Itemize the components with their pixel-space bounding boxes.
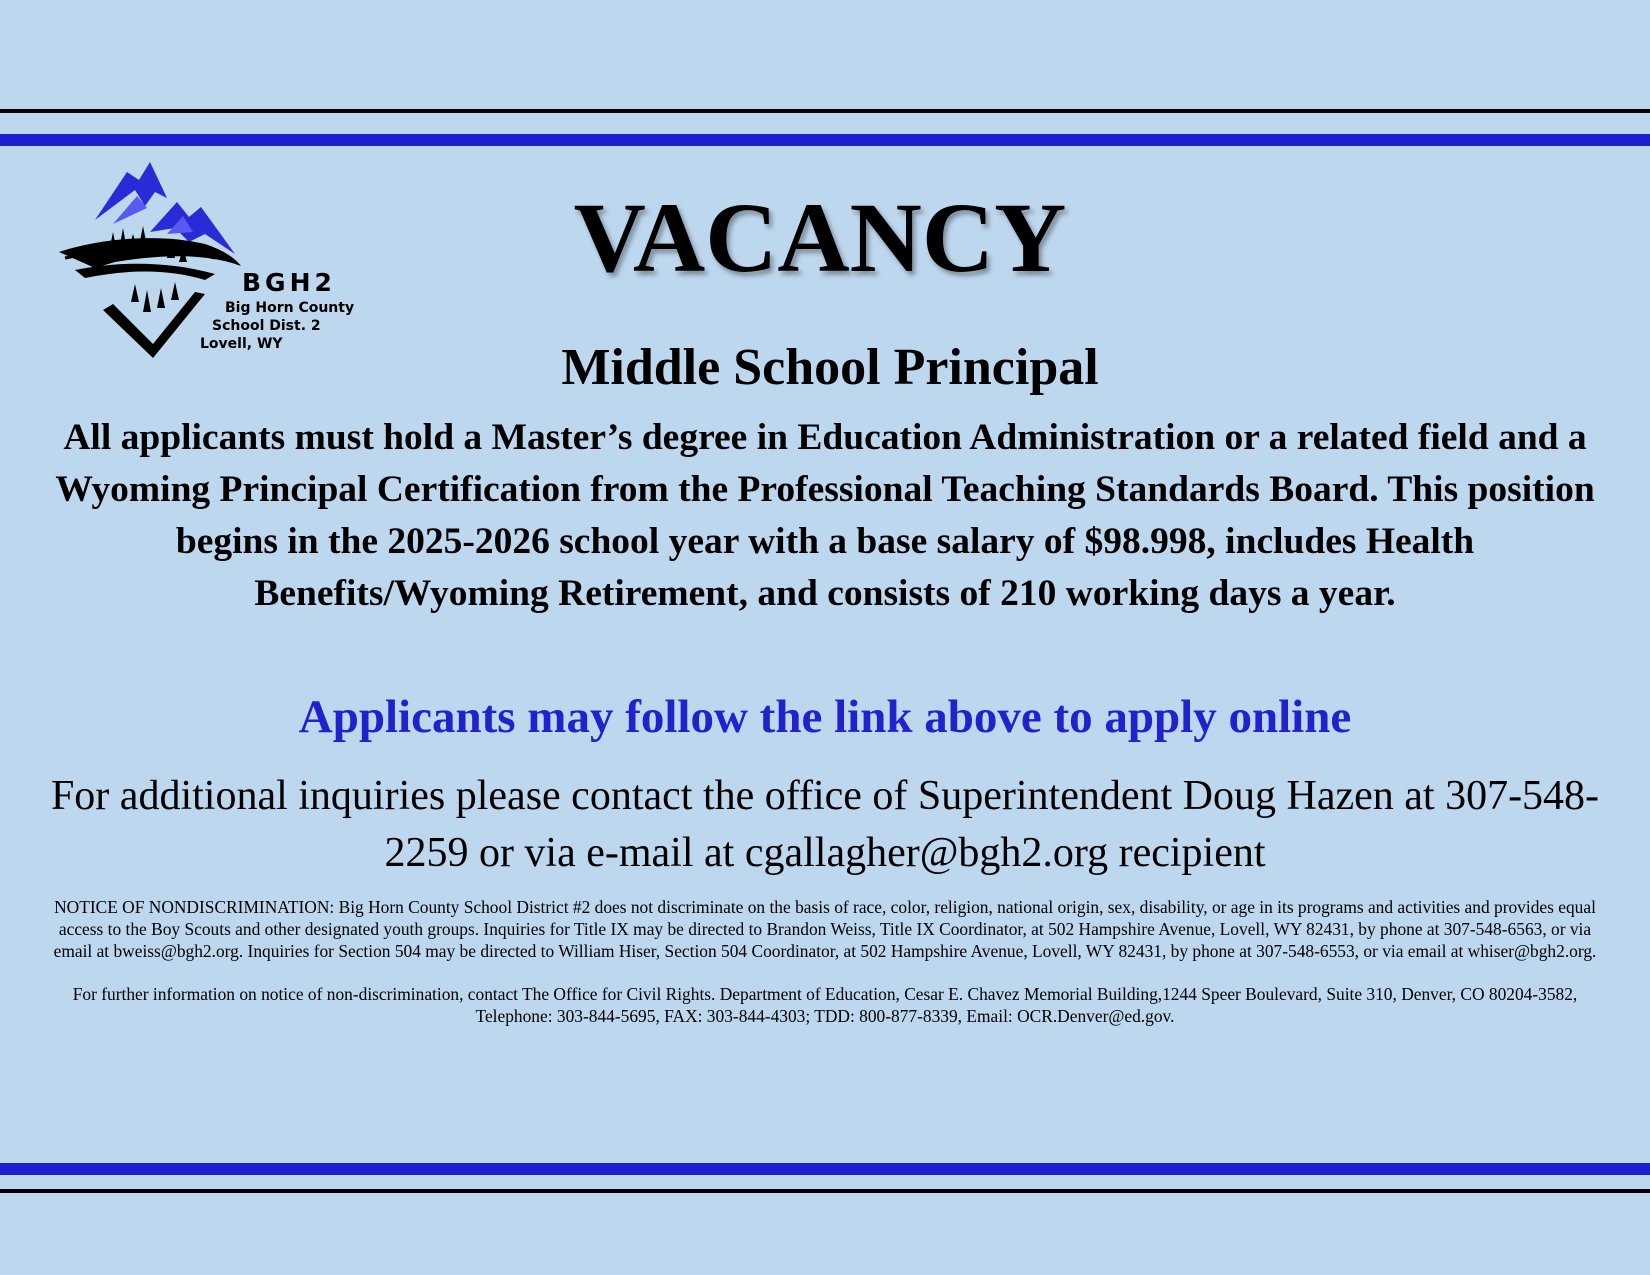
bottom-blue-rule [0, 1163, 1650, 1175]
position-title: Middle School Principal [561, 339, 1099, 396]
top-blue-rule [0, 134, 1650, 146]
nondiscrimination-text: NOTICE OF NONDISCRIMINATION: Big Horn County School District #2 does not discriminate on the basis of race, color, religion, national origin, sex, disability, or age in its programs and activities and provides equal access to the Boy Scouts and other designated youth groups. Inquiries for Title IX may be directed to Brandon Weiss, Title IX Coordinator, at 502 Hampshire Avenue, Lovell, WY 82431, by phone at 307-548-6563, or via email at bweiss@bgh2.org. Inquiries for Section 504 may be directed to William Hiser, Section 504 Coordinator, at 502 Hampshire Avenue, Lovell, WY 82431, by phone at 307-548-6553, or via email at whiser@bgh2.org. [53, 897, 1597, 961]
logo-abbreviation: BGH2 [242, 268, 336, 297]
apply-online-note: Applicants may follow the link above to apply online [298, 691, 1352, 743]
civil-rights-text: For further information on notice of non-discrimination, contact The Office for Civil Rights. Department of Education, Cesar E. Chavez Memorial Building,1244 Speer Boulevard, Suite 310, Denver, CO 80204-3582, Telephone: 303-844-5695, FAX: 303-844-4303; TDD: 800-877-8339, Email: OCR.Denver@ed.gov. [72, 984, 1578, 1027]
nondiscrimination-notice [44, 897, 1606, 1028]
vacancy-heading: VACANCY [573, 182, 1067, 293]
bottom-black-rule [0, 1189, 1650, 1193]
logo-line-county: Big Horn County [225, 300, 355, 316]
logo-line-city: Lovell, WY [200, 336, 283, 352]
contact-paragraph: For additional inquiries please contact the office of Superintendent Doug Hazen at 307-548-2259 or via e-mail at cgallagher@bgh2.org recipient [50, 773, 1600, 876]
logo-line-district: School Dist. 2 [212, 318, 321, 334]
top-black-rule [0, 109, 1650, 113]
requirements-paragraph: All applicants must hold a Master’s degree in Education Administration or a related field and a Wyoming Principal Certification from the Professional Teaching Standards Board. This position begins in the 2025-2026 school year with a base salary of $98.998, includes Health Benefits/Wyoming Retirement, and consists of 210 working days a year. [55, 417, 1595, 614]
